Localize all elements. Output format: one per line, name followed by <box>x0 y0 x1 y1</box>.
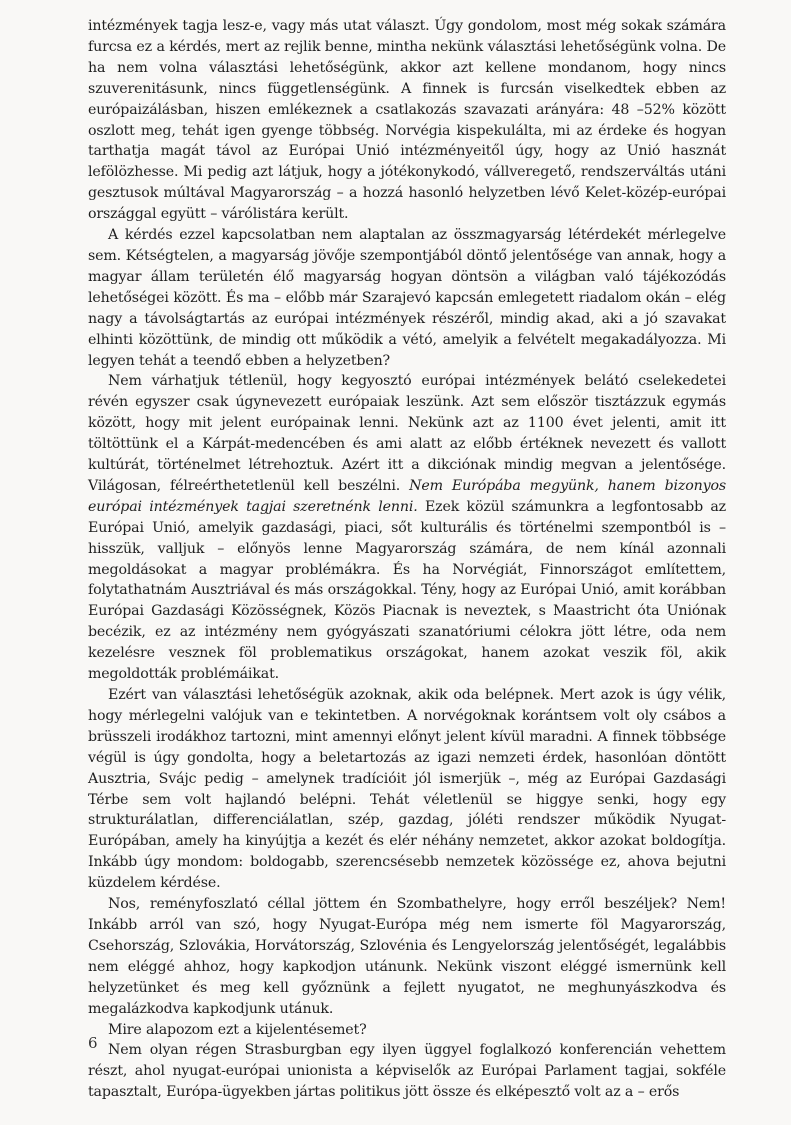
text-segment: A kérdés ezzel kapcsolatban nem alaptalan az összmagyarság létérdekét mérlegelve sem. Kétségtelen, a magyarság jövője szempontjából döntő jelentősége van annak, hogy a magyar állam területén élő magyarság hogyan döntsön a világban való tájékozódás lehetőségei között. És ma – előbb már Szarajevó kapcsán emlegetett riadalom okán – elég nagy a távolságtartás az európai intézmények részéről, mindig akad, aki a jó szavakat elhinti közöttünk, de mindig ott működik a vétó, amelyik a felvételt megakadályozza. Mi legyen tehát a teendő ebben a helyzetben? <box>88 227 726 369</box>
paragraph <box>88 16 726 225</box>
paragraph <box>88 1020 726 1041</box>
text-segment: Ezért van választási lehetőségük azoknak, akik oda belépnek. Mert azok is úgy vélik, hogy mérlegelni valójuk van e tekintetben. A norvégoknak korántsem volt oly csábos a brüsszeli irodákhoz tartozni, mint amennyi előnyt jelent kívül maradni. A finnek többsége végül is úgy gondolta, hogy a beletartozás az igazi nemzeti érdek, hasonlóan döntött Ausztria, Svájc pedig – amelynek tradícióit jól ismerjük –, még az Európai Gazdasági Térbe sem volt hajlandó belépni. Tehát véletlenül se higgye senki, hogy egy strukturálatlan, differenciálatlan, szép, gazdag, jóléti rendszer működik Nyugat-Európában, amely ha kinyújtja a kezét és elér néhány nemzetet, akkor azokat boldogítja. Inkább úgy mondom: boldogabb, szerencsésebb nemzetek közössége ez, ahova bejutni küzdelem kérdése. <box>88 687 726 892</box>
text-segment: Mire alapozom ezt a kijelentésemet? <box>108 1021 367 1038</box>
paragraph <box>88 225 726 371</box>
paragraph <box>88 371 726 685</box>
body-text <box>88 16 726 1103</box>
paragraph <box>88 894 726 1019</box>
text-segment: Nem várhatjuk tétlenül, hogy kegyosztó európai intézmények belátó cselekedetei révén egyszer csak úgynevezett európaiak leszünk. Azt sem először tisztázzuk egymás között, hogy mit jelent európainak lenni. Nekünk azt az 1100 évet jelenti, amit itt töltöttünk el a Kárpát-medencében és ami alatt az előbb értéknek nevezett és vallott kultúrát, történelmet létrehoztuk. Azért itt a dikciónak mindig megvan a jelentősége. Világosan, félreérthetetlenül kell beszélni. <box>88 373 726 494</box>
paragraph <box>88 1040 726 1103</box>
text-segment: Nem olyan régen Strasburgban egy ilyen üggyel foglalkozó konferencián vehettem részt, ahol nyugat-európai unionista a képviselők az Európai Parlament tagjai, sokféle tapasztalt, Európa-ügyekben jártas politikus jött össze és elképesztő volt az a – erős <box>88 1042 726 1101</box>
paragraph <box>88 685 726 894</box>
page-number: 6 <box>88 1034 98 1052</box>
text-segment: Nos, reményfoszlató céllal jöttem én Szombathelyre, hogy erről beszéljek? Nem! Inkább arról van szó, hogy Nyugat-Európa még nem ismerte föl Magyarország, Csehország, Szlovákia, Horvátország, Szlovénia és Lengyelország jelentőségét, legalábbis nem eléggé ahhoz, hogy kapkodjon utánunk. Nekünk viszont eléggé ismernünk kell helyzetünket és meg kell győznünk a fejlett nyugatot, ne meghunyászkodva és megalázkodva kapkodjunk utánuk. <box>88 896 726 1017</box>
text-segment: Ezek közül számunkra a legfontosabb az Európai Unió, amelyik gazdasági, piaci, sőt kulturális és történelmi szempontból is – hisszük, valljuk – előnyös lenne Magyarország számára, de nem kínál azonnali megoldásokat a magyar problémákra. És ha Norvégiát, Finnországot említettem, folytathatnám Ausztriával és más országokkal. Tény, hogy az Európai Unió, amit korábban Európai Gazdasági Közösségnek, Közös Piacnak is neveztek, s Maastricht óta Uniónak becézik, ez az intézmény nem gyógyászati szanatóriumi célokra jött létre, oda nem kezelésre vesznek föl problematikus országokat, hanem azokat veszik föl, akik megoldották problémáikat. <box>88 498 726 683</box>
italic-text: Nem Európába megyünk, hanem bizonyos európai intézmények tagjai szeretnénk lenni. <box>88 477 726 515</box>
text-segment: intézmények tagja lesz-e, vagy más utat választ. Úgy gondolom, most még sokak számára furcsa ez a kérdés, mert az rejlik benne, mintha nekünk választási lehetőségünk volna. De ha nem volna választási lehetőségünk, akkor azt kellene mondanom, hogy nincs szuverenitásunk, nincs függetlenségünk. A finnek is furcsán viselkedtek ebben az európaizálásban, hiszen emlékeznek a csatlakozás szavazati arányára: 48 –52% között oszlott meg, tehát igen gyenge többség. Norvégia kispekulálta, mi az érdeke és hogyan tarthatja magát távol az Európai Unió intézményeitől úgy, hogy az Unió hasznát lefölözhesse. Mi pedig azt látjuk, hogy a jótékonykodó, vállveregető, rendszerváltás utáni gesztusok múltával Magyarország – a hozzá hasonló helyzetben lévő Kelet-közép-európai országgal együtt – várólistára került. <box>88 18 726 223</box>
